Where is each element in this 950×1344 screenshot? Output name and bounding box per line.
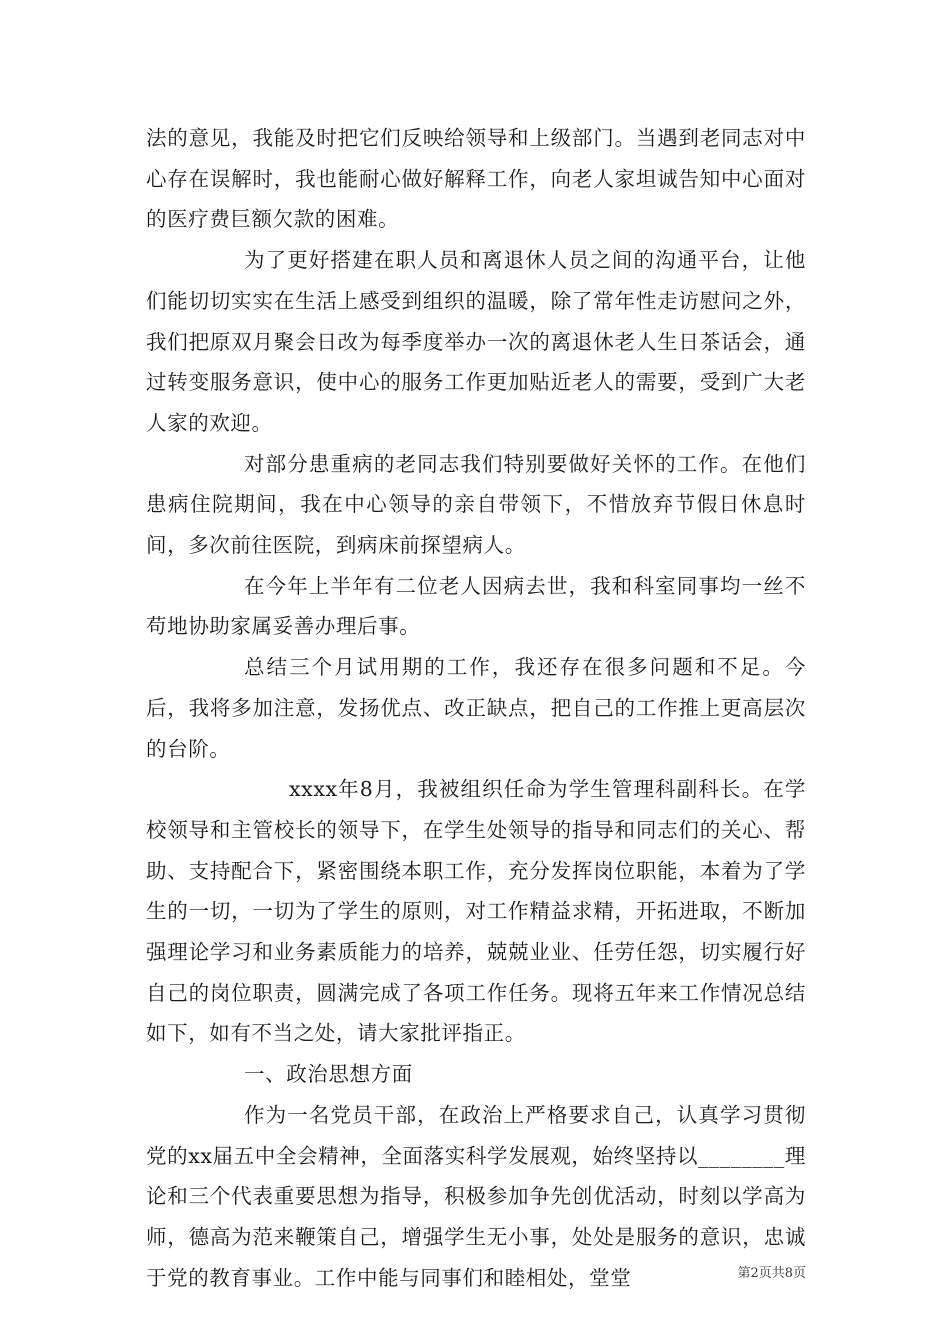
paragraph-continuation: 法的意见，我能及时把它们反映给领导和上级部门。当遇到老同志对中心存在误解时，我也能耐心做好解释工作，向老人家坦诚告知中心面对的医疗费巨额欠款的困难。 (146, 126, 806, 232)
paragraph-funeral-assistance: 在今年上半年有二位老人因病去世，我和科室同事均一丝不苟地协助家属妥善办理后事。 (146, 573, 806, 639)
paragraph-care-for-sick: 对部分患重病的老同志我们特别要做好关怀的工作。在他们患病住院期间，我在中心领导的亲自带领下，不惜放弃节假日休息时间，多次前往医院，到病床前探望病人。 (146, 451, 806, 558)
paragraph-political-thought: 作为一名党员干部，在政治上严格要求自己，认真学习贯彻党的xx届五中全会精神，全面落实科学发展观，始终坚持以________理论和三个代表重要思想为指导，积极参加争先创优活动，时刻以学高为师，德高为范来鞭策自己，增强学生无小事，处处是服务的意识，忠诚于党的教育事业。工作中能与同事们和睦相处，堂堂 (146, 1102, 806, 1290)
document-body (146, 118, 806, 1298)
paragraph-appointment: xxxx年8月，我被组织任命为学生管理科副科长。在学校领导和主管校长的领导下，在学生处领导的指导和同志们的关心、帮助、支持配合下，紧密围绕本职工作，充分发挥岗位职能，本着为了学生的一切，一切为了学生的原则，对工作精益求精，开拓进取，不断加强理论学习和业务素质能力的培养，兢兢业业、任劳任怨，切实履行好自己的岗位职责，圆满完成了各项工作任务。现将五年来工作情况总结如下，如有不当之处，请大家批评指正。 (146, 777, 806, 1046)
page-number-footer: 第2页共8页 (737, 1266, 806, 1281)
section-heading-political: 一、政治思想方面 (244, 1062, 413, 1087)
paragraph-probation-summary: 总结三个月试用期的工作，我还存在很多问题和不足。今后，我将多加注意，发扬优点、改正缺点，把自己的工作推上更高层次的台阶。 (146, 655, 806, 761)
paragraph-communication-platform: 为了更好搭建在职人员和离退休人员之间的沟通平台，让他们能切切实实在生活上感受到组织的温暖，除了常年性走访慰问之外，我们把原双月聚会日改为每季度举办一次的离退休老人生日茶话会，通过转变服务意识，使中心的服务工作更加贴近老人的需要，受到广大老人家的欢迎。 (146, 248, 806, 435)
